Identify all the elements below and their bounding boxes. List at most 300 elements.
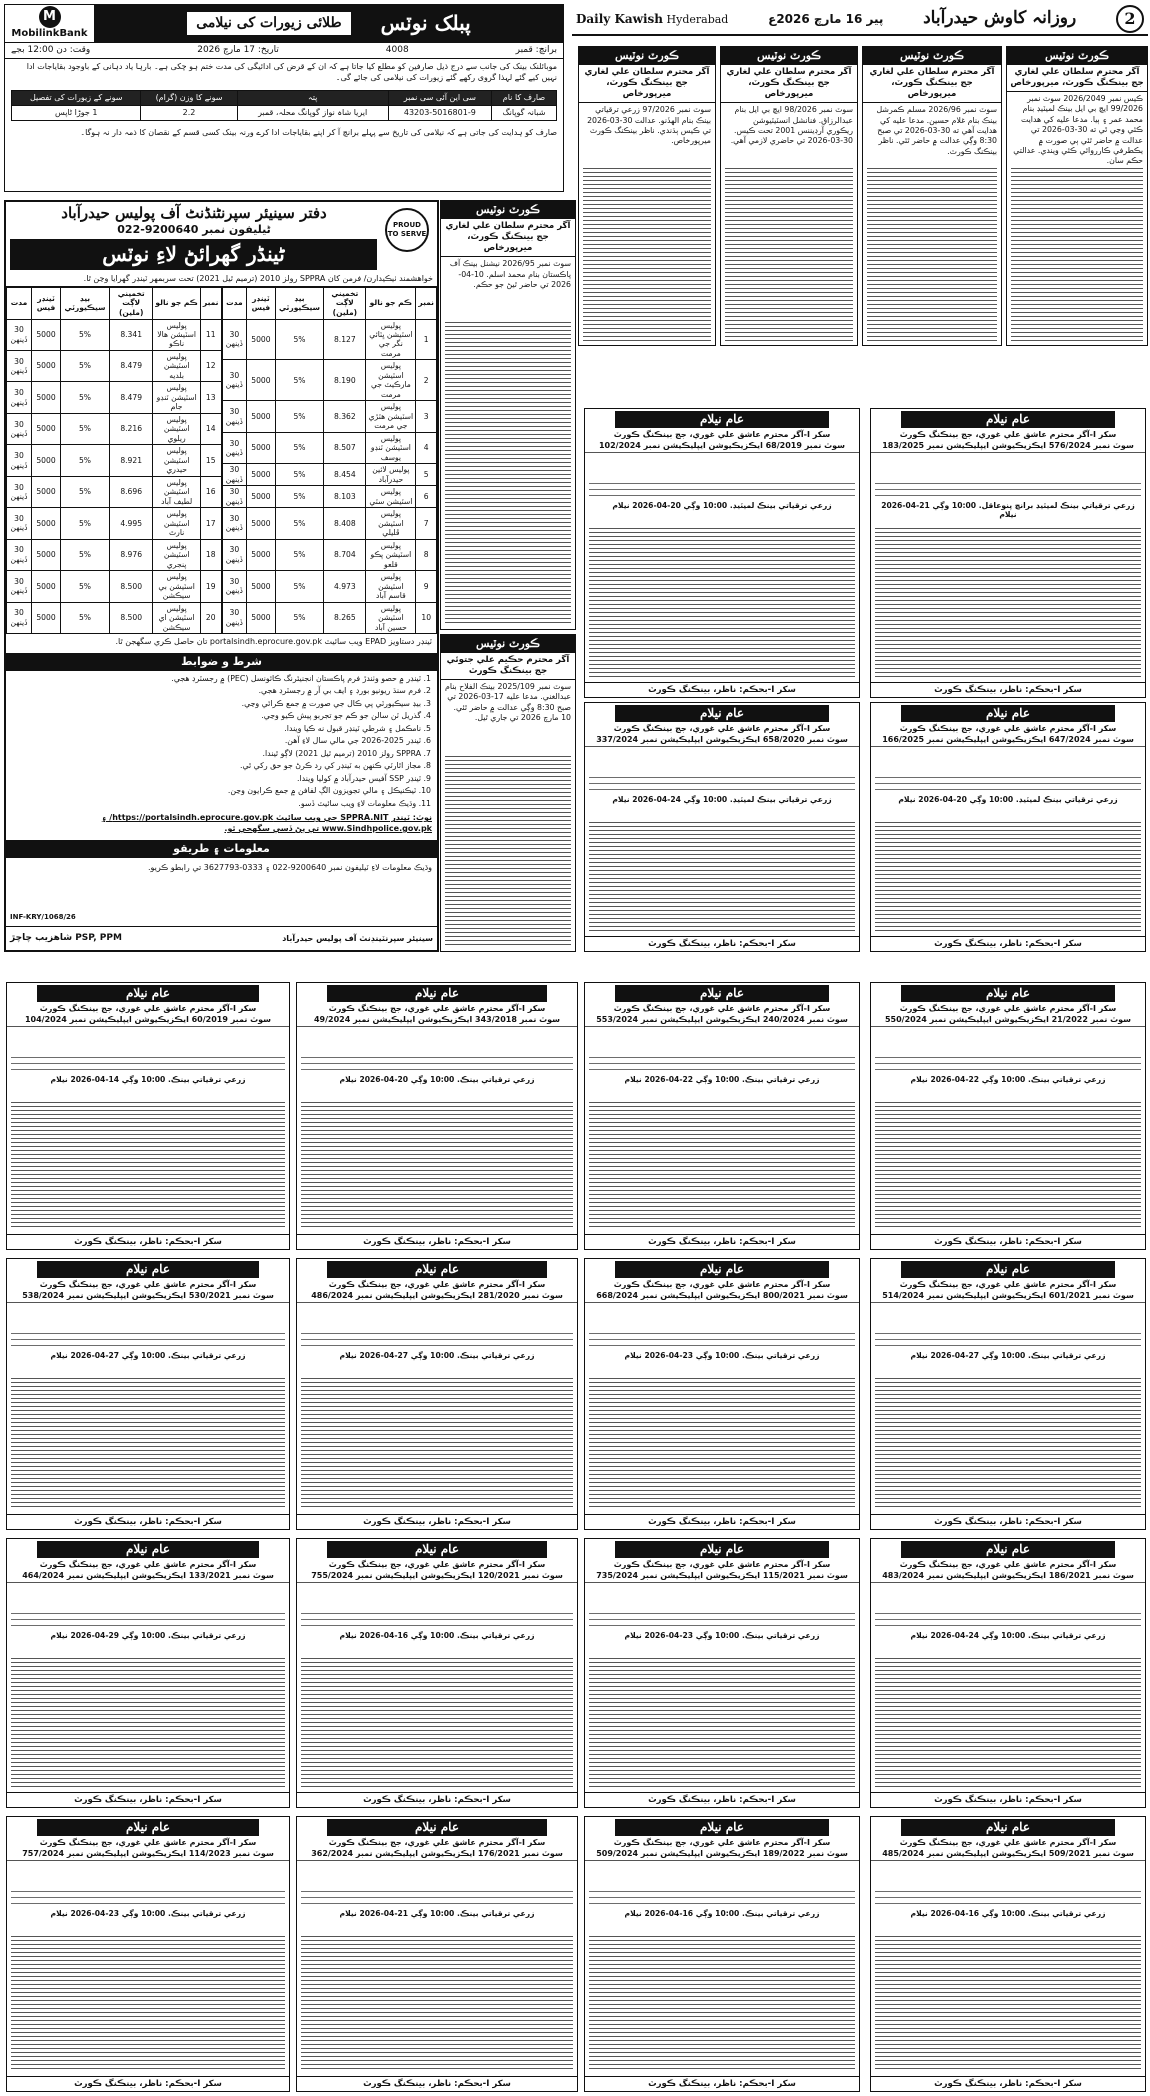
court-notice	[862, 46, 1002, 346]
court-notice-title: ڪورٽ نوٽيس	[441, 201, 575, 219]
auction-card-property-text	[589, 1935, 855, 2071]
auction-subtitle: طلائی زیورات کی نیلامی	[187, 12, 350, 36]
tender-table-cell: 30 ڏينهن	[222, 319, 247, 360]
auction-date: تاریخ: 17 مارچ 2026	[197, 45, 279, 55]
tender-table-row	[222, 486, 437, 508]
court-notice	[440, 200, 576, 630]
auction-card-court: آگر محترم عاشق علي غوري، جج بينڪنگ ڪورٽ-I سکر	[39, 1004, 257, 1013]
tender-rule-item: 5. نامڪمل ۽ شرطي ٽينڊر قبول نه ڪيا ويندا.	[284, 723, 431, 733]
tender-table-cell: پوليس اسٽيشن پنجري	[153, 539, 201, 570]
auction-table	[11, 90, 557, 121]
tender-table-cell: پوليس اسٽيشن هالا ناڪو	[153, 319, 201, 350]
court-notice-body-text	[583, 167, 711, 341]
auction-card	[6, 982, 290, 1250]
court-notice-body-text	[725, 167, 853, 341]
tender-table-cell: پوليس اسٽيشن اي سيڪشن	[153, 602, 201, 633]
auction-card-footer: بحڪم: ناظر، بينڪنگ ڪورٽ-I سکر	[585, 2076, 859, 2091]
tender-table-cell: 5%	[275, 464, 324, 486]
court-notice-body-text	[867, 167, 997, 341]
tender-table-cell: 1	[416, 319, 437, 360]
tender-table-cell: 5000	[247, 539, 275, 570]
tender-table-cell: 8.408	[324, 508, 366, 539]
auction-card-suit: سوٽ نمبر 68/2019 ايڪزيڪيوشن ايپليڪيشن نمبر 102/2024	[585, 440, 859, 453]
court-notice-court: آگر محترم سلطان علي لغاري جج بينڪنگ ڪورٽ، ميرپورخاص	[1007, 65, 1147, 92]
auction-card-court: آگر محترم عاشق علي غوري، جج بينڪنگ ڪورٽ-I سکر	[613, 1280, 831, 1289]
tender-table-cell: 30 ڏينهن	[7, 602, 32, 633]
auction-card-title: عام نيلام	[37, 1261, 259, 1278]
tender-table-row	[222, 602, 437, 633]
tender-table-cell: 8.479	[110, 382, 153, 413]
tender-table-row	[7, 571, 222, 602]
auction-footer: صارف کو ہدایت کی جاتی ہے کہ نیلامی کی تاریخ سے پہلے برانچ آ کر اپنے بقایاجات ادا کرے ورنہ بینک کسی قسم کے نقصان کا ذمہ دار نہ ہوگا۔	[80, 127, 557, 137]
auction-card-footer: بحڪم: ناظر، بينڪنگ ڪورٽ-I سکر	[585, 1792, 859, 1807]
court-notice	[578, 46, 716, 346]
auction-card-suit: سوٽ نمبر 114/2023 ايڪزيڪيوشن ايپليڪيشن نمبر 757/2024	[7, 1848, 289, 1861]
tender-department: دفتر سینیئر سپرنٹنڈنٹ آف پولیس حیدرآباد	[61, 204, 327, 222]
tender-table-cell: 30 ڏينهن	[222, 571, 247, 602]
auction-card-footer: بحڪم: ناظر، بينڪنگ ڪورٽ-I سکر	[871, 682, 1145, 697]
court-notice	[440, 634, 576, 952]
court-notice-text: سوٽ نمبر 98/2026 ايڇ بي ايل بنام عبدالرزاق. فنانشل انسٽيٽيوشن ريڪوري آرڊيننس 2001 تحت ڪيس. 30-03-2026 تي حاضري لازمي آهي.	[730, 105, 853, 146]
auction-card-court: آگر محترم عاشق علي غوري، جج بينڪنگ ڪورٽ-I سکر	[899, 1280, 1117, 1289]
auction-card-property-text	[589, 821, 855, 931]
tender-table-cell: 5%	[275, 508, 324, 539]
tender-table-cell: 5%	[60, 445, 109, 476]
tender-table-cell: 30 ڏينهن	[7, 476, 32, 507]
auction-card-mid: زرعي ترقياتي بينڪ لميٽيڊ. 10:00 وڳي 24-04-2026 نيلام	[612, 795, 832, 804]
tender-table-cell: 5000	[32, 350, 61, 381]
tender-table-cell: 5%	[60, 382, 109, 413]
tender-table-row	[222, 508, 437, 539]
tender-table-cell: 8.265	[324, 602, 366, 633]
auction-table-cell: شبانہ گوپانگ	[491, 105, 556, 120]
tender-table-cell: 5%	[275, 486, 324, 508]
auction-card-mid: زرعي ترقياتي بينڪ. 10:00 وڳي 29-04-2026 نيلام	[50, 1631, 246, 1640]
auction-card-body-text	[589, 1889, 855, 1905]
auction-card-suit: سوٽ نمبر 530/2021 ايڪزيڪيوشن ايپليڪيشن نمبر 538/2024	[7, 1290, 289, 1303]
auction-card-property-text	[875, 1935, 1141, 2071]
tender-table-cell: پوليس اسٽيشن ٽنڊو جام	[153, 382, 201, 413]
tender-table-header: مدت	[7, 287, 32, 319]
auction-card	[870, 1538, 1146, 1808]
auction-card-mid: زرعي ترقياتي بينڪ. 10:00 وڳي 27-04-2026 نيلام	[50, 1351, 246, 1360]
tender-table-cell: 5%	[275, 360, 324, 401]
auction-card-footer: بحڪم: ناظر، بينڪنگ ڪورٽ-I سکر	[7, 1234, 289, 1249]
tender-table-cell: 5000	[32, 319, 61, 350]
tender-rule-item: 9. ٽينڊر SSP آفيس حيدرآباد ۾ کوليا ويندا.	[297, 773, 431, 783]
tender-table-cell: 8.341	[110, 319, 153, 350]
tender-table-cell: 8.103	[324, 486, 366, 508]
auction-card-suit: سوٽ نمبر 343/2018 ايڪزيڪيوشن ايپليڪيشن نمبر 49/2024	[297, 1014, 577, 1027]
auction-card-footer: بحڪم: ناظر، بينڪنگ ڪورٽ-I سکر	[585, 936, 859, 951]
auction-card-mid: زرعي ترقياتي بينڪ. 10:00 وڳي 27-04-2026 نيلام	[910, 1351, 1106, 1360]
tender-rule-item: 7. SPPRA رولز 2010 (ترميم ٿيل 2021) لاڳو ٿيندا.	[262, 748, 431, 758]
auction-time: وقت: دن 12:00 بجے	[11, 45, 91, 55]
tender-table-cell: 5%	[275, 401, 324, 432]
tender-table-row	[222, 401, 437, 432]
tender-table-cell: 5000	[247, 508, 275, 539]
court-notice-text: ڪيس نمبر 2026/2049 سوٽ نمبر 99/2026 ايڇ بي ايل بينڪ لميٽيڊ بنام محمد عمر ۽ ٻيا. مدعا عليه کي هدايت ڪئي وڃي ٿي ته 30-03-2026 تي عدالت ۾ حاضر ٿئي ٻي صورت ۾ يڪطرفي ڪارروائي ڪئي ويندي. عدالتي حڪم سان.	[1013, 94, 1143, 166]
tender-table-row	[7, 350, 222, 381]
tender-table-cell: 30 ڏينهن	[222, 401, 247, 432]
tender-table-cell: 9	[416, 571, 437, 602]
auction-card-property-text	[875, 1101, 1141, 1229]
tender-table-cell: 30 ڏينهن	[222, 360, 247, 401]
auction-card-court: آگر محترم عاشق علي غوري، جج بينڪنگ ڪورٽ-I سکر	[613, 724, 831, 733]
auction-card-court: آگر محترم عاشق علي غوري، جج بينڪنگ ڪورٽ-I سکر	[899, 1004, 1117, 1013]
auction-table-cell: 1 جوڑا ٹاپس	[12, 105, 141, 120]
auction-card-mid: زرعي ترقياتي بينڪ. 10:00 وڳي 16-04-2026 نيلام	[624, 1909, 820, 1918]
auction-card-body-text	[11, 1611, 285, 1627]
tender-table-cell: پوليس اسٽيشن ٽنڊو يوسف	[366, 432, 416, 463]
tender-table-cell: 30 ڏينهن	[222, 486, 247, 508]
court-notice-court: آگر محترم سلطان علي لغاري جج بينڪنگ ڪورٽ، ميرپورخاص	[579, 65, 715, 104]
tender-title: ٹینڈر گھرائڻ لاءِ نوٽس	[10, 239, 377, 270]
tender-table-cell: 4.995	[110, 508, 153, 539]
auction-card-mid: زرعي ترقياتي بينڪ. 10:00 وڳي 23-04-2026 نيلام	[50, 1909, 246, 1918]
tender-notice-line: نوٽ: ٽينڊر SPPRA.NIT جي ويب سائيٽ https://portalsindh.eprocure.gov.pk/ ۽ www.Sindhpolice.gov.pk تي پڻ ڏسي سگهجي ٿو.	[101, 813, 432, 834]
auction-card-title: عام نيلام	[37, 985, 259, 1002]
tender-table-cell: 30 ڏينهن	[7, 350, 32, 381]
tender-table-cell: 5%	[60, 476, 109, 507]
auction-card-body-text	[11, 1055, 285, 1071]
auction-card-mid: زرعي ترقياتي بينڪ. 10:00 وڳي 21-04-2026 نيلام	[339, 1909, 535, 1918]
auction-card-title: عام نيلام	[615, 411, 829, 428]
tender-table-cell: 10	[416, 602, 437, 633]
auction-card-title: عام نيلام	[327, 1819, 547, 1836]
auction-card-footer: بحڪم: ناظر، بينڪنگ ڪورٽ-I سکر	[297, 2076, 577, 2091]
auction-card-court: آگر محترم عاشق علي غوري، جج بينڪنگ ڪورٽ-I سکر	[39, 1560, 257, 1569]
tender-table-header: مدت	[222, 287, 247, 319]
auction-card-footer: بحڪم: ناظر، بينڪنگ ڪورٽ-I سکر	[7, 1514, 289, 1529]
auction-table-header: سی این آئی سی نمبر	[388, 90, 491, 105]
auction-card	[870, 702, 1146, 952]
auction-card-court: آگر محترم عاشق علي غوري، جج بينڪنگ ڪورٽ-I سکر	[328, 1004, 546, 1013]
auction-card-suit: سوٽ نمبر 189/2022 ايڪزيڪيوشن ايپليڪيشن نمبر 509/2024	[585, 1848, 859, 1861]
tender-epad-para: ٽينڊر دستاويز EPAD ويب سائيٽ portalsindh.eprocure.gov.pk تان حاصل ڪري سگهجن ٿا.	[115, 637, 432, 647]
tender-table-cell: 30 ڏينهن	[222, 602, 247, 633]
tender-table-row	[7, 602, 222, 633]
tender-table-cell: پوليس اسٽيشن ڀٽائي نگر جي مرمت	[366, 319, 416, 360]
tender-table-cell: 30 ڏينهن	[7, 319, 32, 350]
tender-table-cell: 5%	[275, 571, 324, 602]
tender-table-cell: 5%	[275, 539, 324, 570]
tender-table-cell: 5000	[32, 413, 61, 444]
tender-table-header: نمبر	[200, 287, 221, 319]
auction-card-mid: زرعي ترقياتي بينڪ. 10:00 وڳي 16-04-2026 نيلام	[339, 1631, 535, 1640]
court-notice-court: آگر محترم حڪيم علي جتوئي جج بينڪنگ ڪورٽ	[441, 653, 575, 680]
auction-card-footer: بحڪم: ناظر، بينڪنگ ڪورٽ-I سکر	[585, 682, 859, 697]
tender-table-cell: 5%	[60, 602, 109, 633]
police-seal-icon: PROUD TO SERVE	[385, 208, 429, 252]
court-notice-text: سوٽ نمبر 97/2026 زرعي ترقياتي بينڪ بنام الهڏنو. عدالت 30-03-2026 تي ڪيس ٻڌندي. ناظر بينڪنگ ڪورٽ ميرپورخاص.	[587, 105, 711, 146]
auction-card-title: عام نيلام	[901, 1541, 1115, 1558]
auction-branch-code: 4008	[385, 45, 409, 55]
auction-card-property-text	[301, 1101, 573, 1229]
tender-table-cell: پوليس اسٽيشن سٽي	[366, 486, 416, 508]
tender-table-cell: 8.696	[110, 476, 153, 507]
tender-table-cell: 5%	[275, 432, 324, 463]
court-notice-court: آگر محترم سلطان علي لغاري جج بينڪنگ ڪورٽ، ميرپورخاص	[863, 65, 1001, 104]
auction-card-title: عام نيلام	[327, 1261, 547, 1278]
auction-card-mid: زرعي ترقياتي بينڪ. 10:00 وڳي 22-04-2026 نيلام	[624, 1075, 820, 1084]
auction-card-mid: زرعي ترقياتي بينڪ. 10:00 وڳي 16-04-2026 نيلام	[910, 1909, 1106, 1918]
auction-card-title: عام نيلام	[901, 1819, 1115, 1836]
auction-card-mid: زرعي ترقياتي بينڪ. 10:00 وڳي 23-04-2026 نيلام	[624, 1351, 820, 1360]
tender-table-cell: 16	[200, 476, 221, 507]
tender-table-cell: پوليس اسٽيشن مارڪيٽ جي مرمت	[366, 360, 416, 401]
auction-card	[870, 408, 1146, 698]
tender-table-cell: 5000	[32, 602, 61, 633]
tender-inf-number: INF-KRY/1068/26	[10, 913, 76, 922]
auction-card-title: عام نيلام	[901, 411, 1115, 428]
auction-card-suit: سوٽ نمبر 509/2021 ايڪزيڪيوشن ايپليڪيشن نمبر 485/2024	[871, 1848, 1145, 1861]
auction-card	[584, 1538, 860, 1808]
auction-card-title: عام نيلام	[327, 985, 547, 1002]
auction-card-mid: زرعي ترقياتي بينڪ لميٽيڊ برانچ پنوعاقل. 10:00 وڳي 21-04-2026 نيلام	[881, 501, 1135, 520]
auction-branch: برانچ: قمبر	[515, 45, 557, 55]
tender-phone: ٹیلیفون نمبر 9200640-022	[117, 222, 271, 236]
auction-card-body-text	[589, 1055, 855, 1071]
tender-table-cell: 8.507	[324, 432, 366, 463]
auction-card-body-text	[301, 1331, 573, 1347]
tender-table-cell: 12	[200, 350, 221, 381]
tender-info-title: معلومات ۽ طريقو	[6, 840, 437, 858]
tender-table-cell: پوليس اسٽيشن حسين آباد	[366, 602, 416, 633]
auction-card-court: آگر محترم عاشق علي غوري، جج بينڪنگ ڪورٽ-I سکر	[899, 430, 1117, 439]
tender-table-cell: 8.479	[110, 350, 153, 381]
tender-table-cell: 30 ڏينهن	[7, 445, 32, 476]
tender-table-cell: 5%	[60, 319, 109, 350]
tender-table-cell: 18	[200, 539, 221, 570]
tender-table-cell: 8.190	[324, 360, 366, 401]
auction-card-suit: سوٽ نمبر 576/2024 ايڪزيڪيوشن ايپليڪيشن نمبر 183/2025	[871, 440, 1145, 453]
tender-table-row	[7, 539, 222, 570]
tender-table-cell: 8.921	[110, 445, 153, 476]
tender-table-cell: 5000	[247, 486, 275, 508]
auction-card-court: آگر محترم عاشق علي غوري، جج بينڪنگ ڪورٽ-I سکر	[39, 1280, 257, 1289]
tender-table-cell: 8.704	[324, 539, 366, 570]
tender-table-header: تخميني لاڳت (ملين)	[324, 287, 366, 319]
tender-table-cell: 5%	[60, 508, 109, 539]
tender-table-row	[222, 571, 437, 602]
auction-card-suit: سوٽ نمبر 647/2024 ايڪزيڪيوشن ايپليڪيشن نمبر 166/2025	[871, 734, 1145, 747]
tender-table-cell: 4.973	[324, 571, 366, 602]
tender-table-cell: 14	[200, 413, 221, 444]
auction-card-suit: سوٽ نمبر 120/2021 ايڪزيڪيوشن ايپليڪيشن نمبر 755/2024	[297, 1570, 577, 1583]
tender-table-cell: پوليس اسٽيشن هٽڙي جي مرمت	[366, 401, 416, 432]
auction-card-footer: بحڪم: ناظر، بينڪنگ ڪورٽ-I سکر	[871, 1792, 1145, 1807]
auction-card-court: آگر محترم عاشق علي غوري، جج بينڪنگ ڪورٽ-I سکر	[328, 1560, 546, 1569]
tender-table-row	[7, 382, 222, 413]
auction-card-mid: زرعي ترقياتي بينڪ. 10:00 وڳي 24-04-2026 نيلام	[910, 1631, 1106, 1640]
auction-card-body-text	[11, 1331, 285, 1347]
tender-table-header: ٽينڊر فيس	[32, 287, 61, 319]
tender-table-cell: 5000	[32, 539, 61, 570]
auction-card	[296, 982, 578, 1250]
auction-card-property-text	[875, 1657, 1141, 1787]
auction-card-body-text	[875, 1611, 1141, 1627]
tender-table-cell: 5000	[32, 445, 61, 476]
court-notice-body-text	[445, 755, 571, 947]
tender-table-cell: پوليس اسٽيشن نارٿ	[153, 508, 201, 539]
tender-table-cell: 30 ڏينهن	[7, 508, 32, 539]
tender-table-cell: پوليس اسٽيشن قاسم آباد	[366, 571, 416, 602]
tender-table-cell: 8.362	[324, 401, 366, 432]
tender-table-cell: 5000	[247, 464, 275, 486]
auction-card-body-text	[875, 775, 1141, 791]
tender-table-header: ٽينڊر فيس	[247, 287, 275, 319]
auction-card-mid: زرعي ترقياتي بينڪ لميٽيڊ. 10:00 وڳي 20-04-2026 نيلام	[898, 795, 1118, 804]
auction-card-mid: زرعي ترقياتي بينڪ. 10:00 وڳي 23-04-2026 نيلام	[624, 1631, 820, 1640]
auction-card-suit: سوٽ نمبر 601/2021 ايڪزيڪيوشن ايپليڪيشن نمبر 514/2024	[871, 1290, 1145, 1303]
tender-rules-title: شرط و ضوابط	[6, 653, 437, 671]
masthead-date: پیر 16 مارچ 2026ع	[768, 11, 884, 26]
tender-table-cell: 7	[416, 508, 437, 539]
auction-card	[584, 408, 860, 698]
auction-card-body-text	[301, 1055, 573, 1071]
tender-table-cell: پوليس اسٽيشن پڪو قلعو	[366, 539, 416, 570]
auction-table-cell: ایریا شاہ نواز گوپانگ محلہ، قمبر	[237, 105, 388, 120]
tender-table-row	[7, 413, 222, 444]
tender-rule-item: 2. فرم سنڌ ريونيو بورڊ ۽ ايف بي آر ۾ رجسٽرڊ هجي.	[258, 686, 431, 696]
tender-table-cell: پوليس اسٽيشن لطيف آباد	[153, 476, 201, 507]
auction-card-court: آگر محترم عاشق علي غوري، جج بينڪنگ ڪورٽ-I سکر	[613, 430, 831, 439]
auction-body: موبائلنک بینک کی جانب سے درج ذیل صارفین کو مطلع کیا جاتا ہے کہ ان کے قرض کی ادائیگی کی مدت ختم ہو چکی ہے۔ بارہا یاد دہانی کے باوجود بقایاجات ادا نہیں کیے گئے لہذا گروی رکھے گئے زیورات کی نیلامی کی جائے گی۔	[26, 62, 557, 83]
auction-table-header: سونے کے زیورات کی تفصیل	[12, 90, 141, 105]
tender-signatory: شاهزيب چاچڙ PSP, PPM	[10, 932, 122, 943]
auction-card-body-text	[875, 481, 1141, 497]
tender-table-cell: 5%	[275, 319, 324, 360]
tender-table-cell: پوليس اسٽيشن بلديه	[153, 350, 201, 381]
tender-table-cell: 5000	[247, 319, 275, 360]
bank-logo-icon: M	[39, 6, 61, 28]
tender-table-cell: 6	[416, 486, 437, 508]
auction-card-footer: بحڪم: ناظر، بينڪنگ ڪورٽ-I سکر	[871, 1514, 1145, 1529]
tender-table-cell: 8.500	[110, 602, 153, 633]
tender-table-row	[7, 476, 222, 507]
tender-table-header: تخميني لاڳت (ملين)	[110, 287, 153, 319]
tender-table-cell: 2	[416, 360, 437, 401]
court-notice-text: سوٽ نمبر 2026/96 مسلم ڪمرشل بينڪ بنام غلام حسين. مدعا عليه کي هدايت آهي ته 30-03-2026 تي صبح 8:30 وڳي عدالت ۾ حاضر ٿئي. ناظر بينڪنگ ڪورٽ.	[876, 105, 997, 156]
auction-card-suit: سوٽ نمبر 240/2024 ايڪزيڪيوشن ايپليڪيشن نمبر 553/2024	[585, 1014, 859, 1027]
masthead-paper-name: روزانہ کاوش حیدرآباد	[923, 8, 1077, 29]
auction-card-title: عام نيلام	[37, 1541, 259, 1558]
auction-card-title: عام نيلام	[901, 1261, 1115, 1278]
tender-table-cell: 5%	[60, 413, 109, 444]
masthead	[572, 4, 1148, 36]
auction-card-footer: بحڪم: ناظر، بينڪنگ ڪورٽ-I سکر	[297, 1792, 577, 1807]
auction-card	[584, 1258, 860, 1530]
court-notice-title: ڪورٽ نوٽيس	[579, 47, 715, 65]
auction-card	[6, 1816, 290, 2092]
tender-table-cell: 5000	[247, 602, 275, 633]
tender-table-header: ڪم جو نالو	[366, 287, 416, 319]
court-notice-title: ڪورٽ نوٽيس	[721, 47, 857, 65]
auction-card-title: عام نيلام	[327, 1541, 547, 1558]
auction-card-footer: بحڪم: ناظر، بينڪنگ ڪورٽ-I سکر	[7, 1792, 289, 1807]
tender-table-cell: 20	[200, 602, 221, 633]
auction-card	[584, 982, 860, 1250]
auction-card-body-text	[301, 1611, 573, 1627]
court-notice-title: ڪورٽ نوٽيس	[441, 635, 575, 653]
court-notice-body-text	[445, 321, 571, 625]
auction-table-header: پتہ	[237, 90, 388, 105]
auction-card	[6, 1258, 290, 1530]
auction-card-title: عام نيلام	[615, 985, 829, 1002]
auction-card-body-text	[875, 1889, 1141, 1905]
auction-card-suit: سوٽ نمبر 800/2021 ايڪزيڪيوشن ايپليڪيشن نمبر 668/2024	[585, 1290, 859, 1303]
page-number: 2	[1116, 5, 1144, 33]
auction-card-property-text	[301, 1377, 573, 1509]
auction-card	[296, 1258, 578, 1530]
auction-card-title: عام نيلام	[901, 705, 1115, 722]
tender-table-cell: 5	[416, 464, 437, 486]
auction-table-header: صارف کا نام	[491, 90, 556, 105]
auction-card-property-text	[589, 527, 855, 677]
auction-card-footer: بحڪم: ناظر، بينڪنگ ڪورٽ-I سکر	[297, 1234, 577, 1249]
auction-card-body-text	[589, 775, 855, 791]
auction-card-suit: سوٽ نمبر 133/2021 ايڪزيڪيوشن ايپليڪيشن نمبر 464/2024	[7, 1570, 289, 1583]
tender-table-cell: پوليس اسٽيشن ريلوي	[153, 413, 201, 444]
auction-card-property-text	[11, 1101, 285, 1229]
auction-card-property-text	[301, 1657, 573, 1787]
tender-table-cell: پوليس اسٽيشن ڦليلي	[366, 508, 416, 539]
auction-card-footer: بحڪم: ناظر، بينڪنگ ڪورٽ-I سکر	[585, 1234, 859, 1249]
auction-card-property-text	[875, 1377, 1141, 1509]
tender-table-cell: 8	[416, 539, 437, 570]
tender-table-cell: 30 ڏينهن	[7, 539, 32, 570]
auction-card-title: عام نيلام	[37, 1819, 259, 1836]
tender-table-cell: 30 ڏينهن	[222, 432, 247, 463]
tender-table-cell: 5000	[247, 571, 275, 602]
tender-rule-item: 11. وڌيڪ معلومات لاءِ ويب سائيٽ ڏسو.	[298, 798, 431, 808]
auction-card-suit: سوٽ نمبر 21/2022 ايڪزيڪيوشن ايپليڪيشن نمبر 550/2024	[871, 1014, 1145, 1027]
auction-card-property-text	[589, 1377, 855, 1509]
tender-table-cell: 5000	[32, 508, 61, 539]
tender-rule-item: 4. گذريل ٽن سالن جو ڪم جو تجربو پيش ڪيو وڃي.	[261, 711, 431, 721]
tender-table-cell: 5%	[60, 539, 109, 570]
tender-table-cell: 8.976	[110, 539, 153, 570]
tender-table-cell: 11	[200, 319, 221, 350]
auction-card-footer: بحڪم: ناظر، بينڪنگ ڪورٽ-I سکر	[585, 1514, 859, 1529]
tender-table-cell: 3	[416, 401, 437, 432]
tender-table-header: نمبر	[416, 287, 437, 319]
tender-table-row	[222, 539, 437, 570]
court-notice-court: آگر محترم سلطان علي لغاري جج بينڪنگ ڪورٽ، ميرپورخاص	[721, 65, 857, 104]
tender-table-cell: 5000	[247, 432, 275, 463]
auction-card-property-text	[589, 1657, 855, 1787]
auction-card	[870, 982, 1146, 1250]
tender-table-cell: پوليس اسٽيشن حيدري	[153, 445, 201, 476]
tender-table-cell: 5%	[275, 602, 324, 633]
auction-card-suit: سوٽ نمبر 115/2021 ايڪزيڪيوشن ايپليڪيشن نمبر 735/2024	[585, 1570, 859, 1583]
auction-card-court: آگر محترم عاشق علي غوري، جج بينڪنگ ڪورٽ-I سکر	[328, 1838, 546, 1847]
auction-card-title: عام نيلام	[901, 985, 1115, 1002]
auction-card	[296, 1816, 578, 2092]
tender-table-right	[222, 287, 438, 635]
bank-logo: M MobilinkBank	[5, 5, 95, 42]
tender-table-cell: 30 ڏينهن	[7, 413, 32, 444]
auction-card-court: آگر محترم عاشق علي غوري، جج بينڪنگ ڪورٽ-I سکر	[613, 1560, 831, 1569]
tender-info-text: وڌيڪ معلومات لاءِ ٽيليفون نمبر 9200640-022 ۽ 0333-3627793 تي رابطو ڪريو.	[147, 862, 432, 872]
tender-table-cell: 5000	[247, 401, 275, 432]
auction-card-body-text	[11, 1889, 285, 1905]
tender-table-header: بيڊ سيڪيورٽي	[275, 287, 324, 319]
tender-rule-item: 1. ٽينڊر ۾ حصو وٺندڙ فرم پاڪستان انجنيئرنگ ڪائونسل (PEC) ۾ رجسٽرڊ هجي.	[171, 673, 431, 683]
auction-card-property-text	[589, 1101, 855, 1229]
tender-table-cell: 30 ڏينهن	[7, 571, 32, 602]
